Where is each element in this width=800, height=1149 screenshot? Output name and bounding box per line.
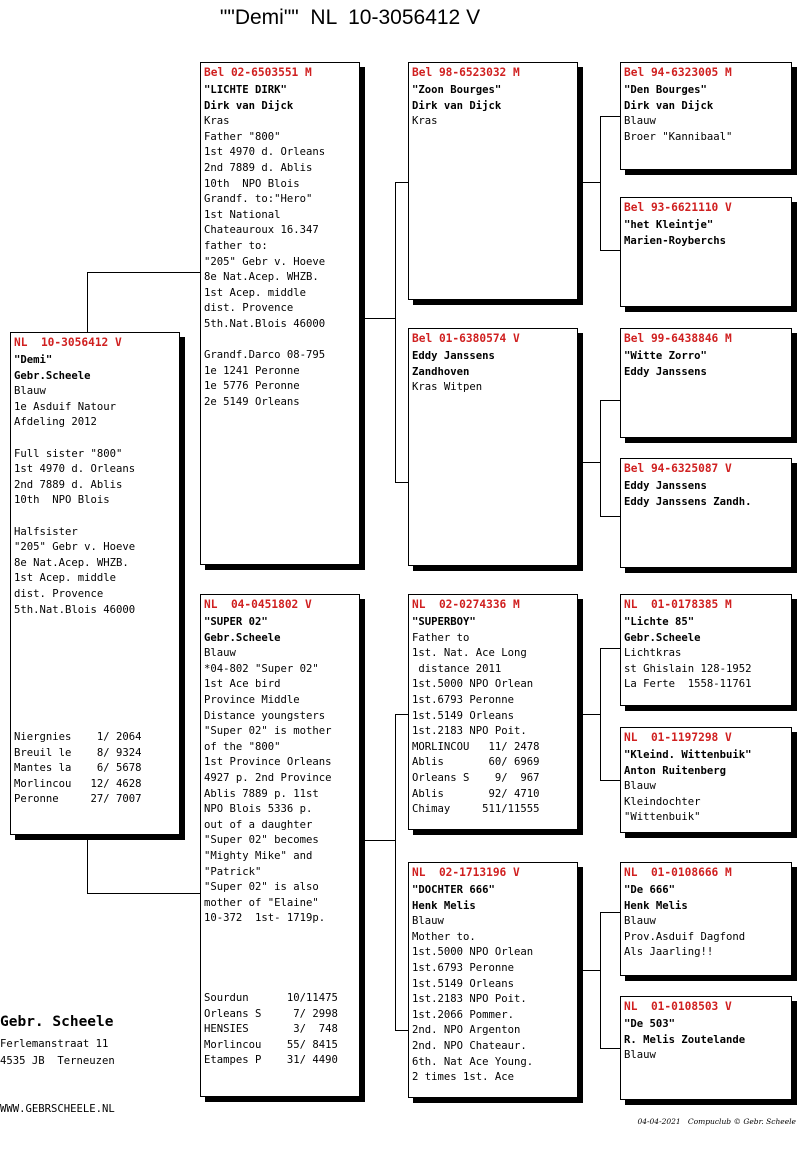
breeder: Dirk van Dijck xyxy=(624,99,714,112)
detail-line xyxy=(204,333,356,349)
detail-line: Father "800" xyxy=(204,130,281,143)
pedigree-card-fff xyxy=(620,62,792,170)
connector-line xyxy=(580,182,600,183)
detail-line: 1st.5149 Orleans xyxy=(412,709,515,722)
detail-line: La Ferte 1558-11761 xyxy=(624,678,752,691)
pigeon-name: "DOCHTER 666" xyxy=(412,884,495,896)
detail-line: 1st 4970 d. Orleans xyxy=(14,463,136,476)
detail-line: "205" Gebr v. Hoeve xyxy=(204,255,326,268)
pigeon-name: "SUPER 02" xyxy=(204,616,268,628)
breeder: Marien-Royberchs xyxy=(624,234,727,247)
connector-line xyxy=(395,182,408,183)
connector-line xyxy=(87,893,200,894)
detail-line: 1st National xyxy=(204,208,281,221)
connector-line xyxy=(600,250,620,251)
detail-line: 6th. Nat Ace Young. xyxy=(412,1055,534,1068)
pedigree-card-mother-father xyxy=(408,594,578,830)
race-result: Breuil le 8/ 9324 xyxy=(14,746,142,759)
detail-line: "Wittenbuik" xyxy=(624,811,701,824)
ring-number: Bel 93-6621110 V xyxy=(624,201,732,214)
pigeon-name: "het Kleintje" xyxy=(624,219,714,231)
detail-line: 2nd. NPO Argenton xyxy=(412,1024,521,1037)
race-results xyxy=(14,730,142,808)
pigeon-name: "Witte Zorro" xyxy=(624,350,707,362)
connector-line xyxy=(580,714,600,715)
detail-line: 1e 5776 Peronne xyxy=(204,380,300,393)
detail-line: Province Middle xyxy=(204,693,300,706)
breeder: Eddy Janssens xyxy=(624,480,707,492)
detail-line: Prov.Asduif Dagfond xyxy=(624,930,746,943)
detail-line: 2nd 7889 d. Ablis xyxy=(14,478,123,491)
pedigree-card-subject xyxy=(10,332,180,835)
race-result: Morlincou 55/ 8415 xyxy=(204,1038,338,1051)
connector-line xyxy=(600,912,601,1048)
detail-line: Kras Witpen xyxy=(412,381,483,394)
footer-credit: 04-04-2021 Compuclub © Gebr. Scheele xyxy=(637,1117,796,1126)
detail-line: mother of "Elaine" xyxy=(204,896,319,909)
detail-line: 1st Acep. middle xyxy=(204,286,307,299)
race-result: MORLINCOU 11/ 2478 xyxy=(412,740,540,753)
detail-line: 5th.Nat.Blois 46000 xyxy=(204,317,326,330)
pedigree-card-fmm xyxy=(620,458,792,568)
detail-line: 1st.6793 Peronne xyxy=(412,961,515,974)
pigeon-name: "Zoon Bourges" xyxy=(412,84,502,96)
detail-line: "Patrick" xyxy=(204,865,262,878)
ring-number: NL 04-0451802 V xyxy=(204,598,312,611)
pigeon-name: "De 503" xyxy=(624,1018,676,1030)
pigeon-name: "Den Bourges" xyxy=(624,84,707,96)
detail-line: Chateauroux 16.347 xyxy=(204,224,319,237)
breeder: Dirk van Dijck xyxy=(204,99,294,112)
race-results xyxy=(204,991,338,1069)
race-result: Chimay 511/11555 xyxy=(412,803,540,816)
page-title: ""Demi"" NL 10-3056412 V xyxy=(219,6,481,29)
pedigree-card-mother-mother xyxy=(408,862,578,1098)
detail-line: Afdeling 2012 xyxy=(14,416,97,429)
ring-number: Bel 01-6380574 V xyxy=(412,332,520,345)
ring-number: NL 02-1713196 V xyxy=(412,866,520,879)
breeder: Dirk van Dijck xyxy=(412,99,502,112)
detail-line: "Mighty Mike" and xyxy=(204,849,313,862)
pedigree-card-fmf xyxy=(620,328,792,438)
race-result: Etampes P 31/ 4490 xyxy=(204,1054,338,1067)
detail-line: Grandf. to:"Hero" xyxy=(204,193,313,206)
detail-line: Full sister "800" xyxy=(14,447,123,460)
race-result: Ablis 60/ 6969 xyxy=(412,756,540,769)
detail-line: of the "800" xyxy=(204,740,281,753)
detail-line: dist. Provence xyxy=(204,302,294,315)
connector-line xyxy=(87,835,88,893)
detail-line: 1st.2183 NPO Poit. xyxy=(412,993,527,1006)
detail-line: 1st 4970 d. Orleans xyxy=(204,146,326,159)
detail-line: NPO Blois 5336 p. xyxy=(204,803,313,816)
connector-line xyxy=(600,400,601,516)
pigeon-name: "Demi" xyxy=(14,354,53,366)
detail-line: 1e Asduif Natour xyxy=(14,400,117,413)
detail-line: Blauw xyxy=(204,647,236,660)
connector-line xyxy=(600,400,620,401)
ring-number: NL 01-1197298 V xyxy=(624,731,732,744)
owner-postcode: 4535 JB Terneuzen xyxy=(0,1055,115,1067)
race-result: HENSIES 3/ 748 xyxy=(204,1023,338,1036)
pedigree-card-mmm xyxy=(620,996,792,1100)
detail-line: Zandhoven xyxy=(412,365,470,378)
ring-number: NL 01-0178385 M xyxy=(624,598,732,611)
connector-line xyxy=(580,462,600,463)
pedigree-card-father xyxy=(200,62,360,565)
detail-line: 4927 p. 2nd Province xyxy=(204,771,332,784)
race-result: Niergnies 1/ 2064 xyxy=(14,731,142,743)
detail-line: 1st. Nat. Ace Long xyxy=(412,647,527,660)
ring-number: Bel 94-6323005 M xyxy=(624,66,732,79)
race-result: Orleans S 9/ 967 xyxy=(412,771,540,784)
owner-name: Gebr. Scheele xyxy=(0,1014,114,1030)
detail-line: 2e 5149 Orleans xyxy=(204,395,300,408)
breeder: Gebr.Scheele xyxy=(14,369,91,382)
breeder: Gebr.Scheele xyxy=(624,631,701,644)
connector-line xyxy=(600,116,620,117)
ring-number: Bel 02-6503551 M xyxy=(204,66,312,79)
connector-line xyxy=(395,182,396,482)
breeder: Eddy Janssens xyxy=(412,350,495,362)
detail-line: 10th NPO Blois xyxy=(14,494,110,507)
breeder: Gebr.Scheele xyxy=(204,631,281,644)
detail-line: Broer "Kannibaal" xyxy=(624,130,733,143)
detail-line: st Ghislain 128-1952 xyxy=(624,662,752,675)
detail-line: father to: xyxy=(204,239,268,252)
breeder: Henk Melis xyxy=(412,899,476,912)
detail-line: out of a daughter xyxy=(204,818,313,831)
detail-line: 2 times 1st. Ace xyxy=(412,1071,515,1084)
detail-line: Blauw xyxy=(624,1049,656,1062)
pigeon-name: "Lichte 85" xyxy=(624,616,695,628)
race-result: Orleans S 7/ 2998 xyxy=(204,1007,338,1020)
connector-line xyxy=(87,272,88,332)
detail-line: "Super 02" is mother xyxy=(204,725,332,738)
detail-line: 2nd. NPO Chateaur. xyxy=(412,1039,527,1052)
detail-line: "Super 02" becomes xyxy=(204,834,319,847)
pigeon-name: "SUPERBOY" xyxy=(412,616,476,628)
detail-line: Blauw xyxy=(412,915,444,928)
detail-line: Kras xyxy=(412,115,438,128)
breeder: Anton Ruitenberg xyxy=(624,764,727,777)
race-result: Morlincou 12/ 4628 xyxy=(14,777,142,790)
connector-line xyxy=(395,1030,408,1031)
detail-line: 1st.2183 NPO Poit. xyxy=(412,725,527,738)
detail-line: 8e Nat.Acep. WHZB. xyxy=(204,271,319,284)
connector-line xyxy=(580,970,600,971)
card-details xyxy=(204,615,356,927)
detail-line: 2nd 7889 d. Ablis xyxy=(204,161,313,174)
race-result: Ablis 92/ 4710 xyxy=(412,787,540,800)
owner-address: Ferlemanstraat 11 xyxy=(0,1038,109,1050)
ring-number: Bel 99-6438846 M xyxy=(624,332,732,345)
detail-line: 5th.Nat.Blois 46000 xyxy=(14,603,136,616)
connector-line xyxy=(600,516,620,517)
detail-line: 1st Ace bird xyxy=(204,678,281,691)
pedigree-card-father-mother xyxy=(408,328,578,566)
detail-line: 1st.5149 Orleans xyxy=(412,977,515,990)
detail-line: Blauw xyxy=(624,115,656,128)
ring-number: NL 01-0108503 V xyxy=(624,1000,732,1013)
pedigree-card-mfm xyxy=(620,727,792,833)
ring-number: Bel 98-6523032 M xyxy=(412,66,520,79)
detail-line: 1e 1241 Peronne xyxy=(204,364,300,377)
connector-line xyxy=(360,318,395,319)
detail-line: 1st.2066 Pommer. xyxy=(412,1008,515,1021)
breeder: Eddy Janssens xyxy=(624,365,707,378)
pedigree-card-father-father xyxy=(408,62,578,300)
detail-line xyxy=(14,431,176,447)
detail-line: 1st.5000 NPO Orlean xyxy=(412,678,534,691)
detail-line: Mother to. xyxy=(412,930,476,943)
detail-line: Ablis 7889 p. 11st xyxy=(204,787,319,800)
card-details xyxy=(14,353,176,618)
race-result: Mantes la 6/ 5678 xyxy=(14,762,142,775)
detail-line: distance 2011 xyxy=(412,662,502,675)
connector-line xyxy=(600,1048,620,1049)
detail-line: Als Jaarling!! xyxy=(624,946,714,959)
detail-line: Blauw xyxy=(14,385,46,398)
pedigree-card-mmf xyxy=(620,862,792,976)
connector-line xyxy=(87,272,200,273)
detail-line xyxy=(14,509,176,525)
ring-number: NL 02-0274336 M xyxy=(412,598,520,611)
detail-line: dist. Provence xyxy=(14,587,104,600)
connector-line xyxy=(600,116,601,250)
pedigree-card-mff xyxy=(620,594,792,706)
detail-line: Father to xyxy=(412,631,470,644)
detail-line: Kras xyxy=(204,115,230,128)
pedigree-card-ffm xyxy=(620,197,792,307)
pigeon-name: "LICHTE DIRK" xyxy=(204,84,287,96)
connector-line xyxy=(395,482,408,483)
connector-line xyxy=(600,648,620,649)
ring-number: NL 01-0108666 M xyxy=(624,866,732,879)
connector-line xyxy=(600,912,620,913)
connector-line xyxy=(360,840,395,841)
ring-number: Bel 94-6325087 V xyxy=(624,462,732,475)
connector-line xyxy=(395,714,408,715)
detail-line: 1st Acep. middle xyxy=(14,572,117,585)
owner-website: WWW.GEBRSCHEELE.NL xyxy=(0,1103,115,1115)
connector-line xyxy=(395,714,396,1030)
breeder: R. Melis Zoutelande xyxy=(624,1033,746,1046)
breeder: Eddy Janssens Zandh. xyxy=(624,495,752,508)
detail-line: Lichtkras xyxy=(624,647,682,660)
pigeon-name: "Kleind. Wittenbuik" xyxy=(624,749,752,761)
detail-line: Blauw xyxy=(624,780,656,793)
detail-line: 10th NPO Blois xyxy=(204,177,300,190)
detail-line: 1st.5000 NPO Orlean xyxy=(412,946,534,959)
detail-line: Kleindochter xyxy=(624,795,701,808)
pigeon-name: "De 666" xyxy=(624,884,676,896)
card-details xyxy=(204,83,356,410)
detail-line: 10-372 1st- 1719p. xyxy=(204,912,326,925)
detail-line: 8e Nat.Acep. WHZB. xyxy=(14,556,129,569)
detail-line: "Super 02" is also xyxy=(204,881,319,894)
race-result: Peronne 27/ 7007 xyxy=(14,793,142,806)
detail-line: *04-802 "Super 02" xyxy=(204,662,319,675)
connector-line xyxy=(600,780,620,781)
detail-line: 1st Province Orleans xyxy=(204,756,332,769)
detail-line: Grandf.Darco 08-795 xyxy=(204,349,326,362)
breeder: Henk Melis xyxy=(624,899,688,912)
ring-number: NL 10-3056412 V xyxy=(14,336,122,349)
detail-line: Blauw xyxy=(624,915,656,928)
detail-line: Halfsister xyxy=(14,525,78,538)
detail-line: Distance youngsters xyxy=(204,709,326,722)
pedigree-card-mother xyxy=(200,594,360,1097)
detail-line: 1st.6793 Peronne xyxy=(412,693,515,706)
race-result: Sourdun 10/11475 xyxy=(204,992,338,1004)
connector-line xyxy=(600,648,601,780)
detail-line: "205" Gebr v. Hoeve xyxy=(14,541,136,554)
